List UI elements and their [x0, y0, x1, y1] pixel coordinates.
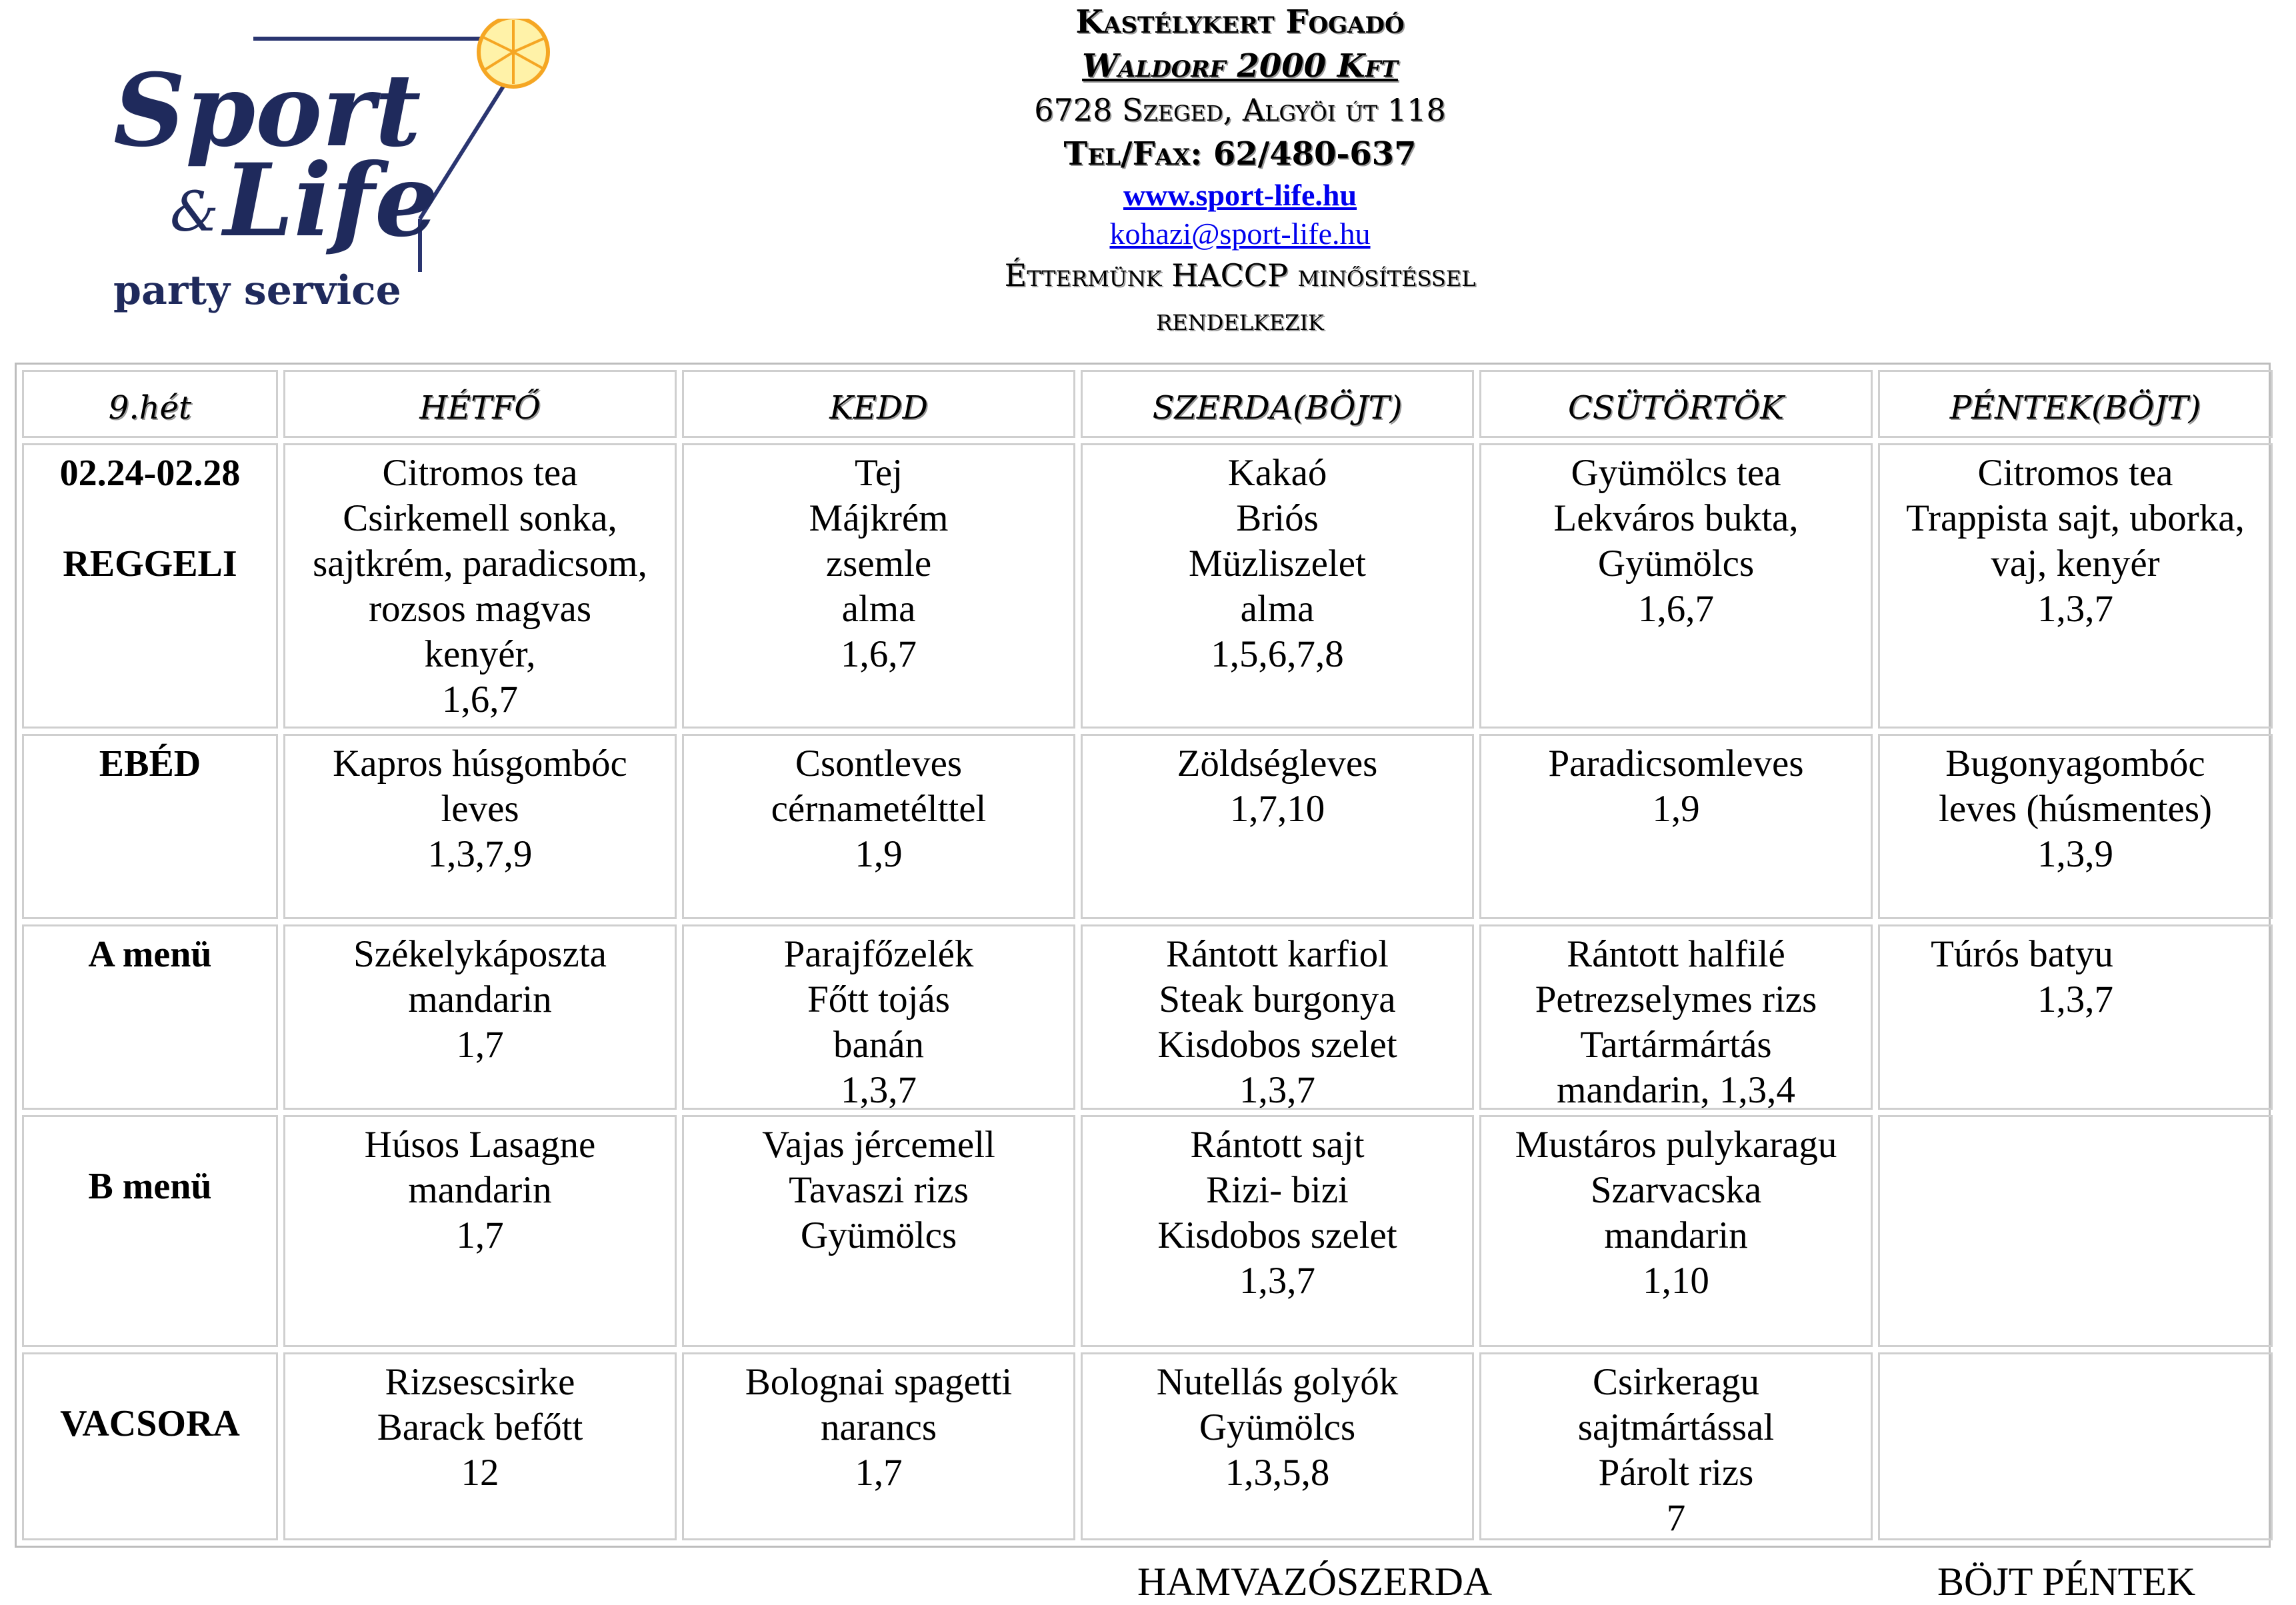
- svg-text:Life: Life: [223, 142, 439, 259]
- allergen-codes: 12: [461, 1452, 499, 1494]
- allergen-codes: 1,3,7: [1239, 1260, 1315, 1302]
- menu-item: Rizsescsirke: [385, 1361, 575, 1403]
- allergen-codes: 1,7,10: [1229, 788, 1325, 830]
- day-header-thursday: CSÜTÖRTÖK: [1479, 370, 1873, 438]
- allergen-codes: 1,9: [1652, 788, 1700, 830]
- menu-item: sajtmártással: [1577, 1406, 1775, 1448]
- day-header-wednesday: SZERDA(BÖJT): [1081, 370, 1474, 438]
- restaurant-header: [867, 0, 1613, 341]
- allergen-codes: 1,6,7: [442, 679, 518, 721]
- fasting-friday-note: BÖJT PÉNTEK: [1937, 1560, 2196, 1604]
- allergen-codes: 1,3,7: [2037, 588, 2113, 630]
- restaurant-name: Kastélykert Fogadó: [1075, 3, 1405, 41]
- meal-label: VACSORA: [60, 1403, 240, 1444]
- allergen-codes: 7: [1666, 1497, 1686, 1539]
- menu-item: Mustáros pulykaragu: [1515, 1124, 1837, 1166]
- menu-cell: [283, 734, 677, 919]
- svg-text:Sport: Sport: [113, 52, 421, 169]
- menu-item: leves (húsmentes): [1939, 788, 2212, 830]
- allergen-codes: 1,6,7: [841, 633, 917, 675]
- menu-item: leves: [441, 788, 519, 830]
- website-link[interactable]: www.sport-life.hu: [1123, 178, 1357, 212]
- menu-cell: [283, 443, 677, 729]
- menu-item: Nutellás golyók: [1156, 1361, 1399, 1403]
- meal-label: B menü: [88, 1166, 212, 1207]
- address: 6728 Szeged, Algyöi út 118: [1034, 92, 1446, 128]
- menu-item: Tartármártás: [1580, 1024, 1772, 1066]
- allergen-codes: 1,3,7: [1239, 1069, 1315, 1110]
- menu-item: Kapros húsgombóc: [333, 743, 627, 785]
- menu-item: Petrezselymes rizs: [1535, 978, 1817, 1020]
- menu-item: Zöldségleves: [1177, 743, 1378, 785]
- menu-cell: [1878, 924, 2273, 1110]
- svg-text:party service: party service: [113, 267, 401, 314]
- allergen-codes: 1,3,5,8: [1225, 1452, 1330, 1494]
- menu-item: Tej: [855, 452, 903, 494]
- menu-item: mandarin, 1,3,4: [1557, 1069, 1795, 1110]
- meal-label: A menü: [88, 934, 212, 975]
- menu-item: Kisdobos szelet: [1157, 1024, 1397, 1066]
- menu-cell-empty: [1878, 1352, 2273, 1540]
- menu-item: Steak burgonya: [1159, 978, 1396, 1020]
- menu-cell: [1479, 734, 1873, 919]
- allergen-codes: 1,9: [855, 833, 903, 875]
- menu-item: Paradicsomleves: [1548, 743, 1804, 785]
- menu-cell: [1479, 1352, 1873, 1540]
- menu-cell: [283, 924, 677, 1110]
- menu-item: alma: [841, 588, 916, 630]
- menu-cell: [1081, 734, 1474, 919]
- svg-text:&: &: [170, 181, 219, 244]
- menu-item: vaj, kenyér: [1991, 543, 2160, 585]
- allergen-codes: 1,7: [456, 1024, 504, 1066]
- allergen-codes: 1,7: [855, 1452, 903, 1494]
- menu-item: Citromos tea: [382, 452, 578, 494]
- phone: Tel/Fax: 62/480-637: [1063, 135, 1417, 173]
- menu-cell: [1878, 443, 2273, 729]
- sport-life-logo: [107, 19, 560, 325]
- menu-cell: [682, 734, 1075, 919]
- menu-item: Rántott sajt: [1190, 1124, 1365, 1166]
- allergen-codes: 1,10: [1643, 1260, 1709, 1302]
- menu-item: Rizi- bizi: [1206, 1169, 1349, 1211]
- menu-cell: [682, 1115, 1075, 1347]
- menu-cell: [1081, 924, 1474, 1110]
- menu-item: Szarvacska: [1590, 1169, 1762, 1211]
- menu-item: Túrós batyu: [1931, 933, 2113, 975]
- menu-item: zsemle: [825, 543, 932, 585]
- menu-item: Bolognai spagetti: [745, 1361, 1013, 1403]
- menu-item: Rántott karfiol: [1165, 933, 1389, 975]
- menu-cell: [1479, 1115, 1873, 1347]
- menu-item: Csirkemell sonka,: [343, 497, 617, 539]
- menu-item: Csontleves: [795, 743, 963, 785]
- meal-label: EBÉD: [99, 743, 201, 785]
- menu-item: Csirkeragu: [1592, 1361, 1760, 1403]
- allergen-codes: 1,3,9: [2037, 833, 2113, 875]
- allergen-codes: 1,3,7,9: [427, 833, 533, 875]
- menu-item: Gyümölcs tea: [1571, 452, 1781, 494]
- menu-cell: [682, 924, 1075, 1110]
- menu-item: Lekváros bukta,: [1553, 497, 1799, 539]
- menu-item: Főtt tojás: [807, 978, 950, 1020]
- menu-item: Gyümölcs: [1199, 1406, 1356, 1448]
- menu-cell: [1081, 443, 1474, 729]
- menu-item: kenyér,: [424, 633, 536, 675]
- menu-item: mandarin: [408, 1169, 552, 1211]
- menu-item: Párolt rizs: [1598, 1452, 1754, 1494]
- menu-cell-empty: [1878, 1115, 2273, 1347]
- allergen-codes: 1,6,7: [1638, 588, 1714, 630]
- menu-item: Vajas jércemell: [762, 1124, 995, 1166]
- allergen-codes: 1,7: [456, 1214, 504, 1256]
- allergen-codes: 1,3,7: [841, 1069, 917, 1110]
- menu-cell: [1081, 1352, 1474, 1540]
- menu-item: banán: [833, 1024, 925, 1066]
- menu-item: mandarin: [1604, 1214, 1748, 1256]
- menu-item: narancs: [820, 1406, 937, 1448]
- menu-item: mandarin: [408, 978, 552, 1020]
- company-name: Waldorf 2000 Kft: [1082, 47, 1398, 85]
- menu-item: sajtkrém, paradicsom,: [313, 543, 647, 585]
- row-label-dinner: [22, 1352, 278, 1540]
- day-header-tuesday: KEDD: [682, 370, 1075, 438]
- menu-item: Húsos Lasagne: [364, 1124, 596, 1166]
- meal-label: REGGELI: [63, 543, 237, 585]
- menu-item: Parajfőzelék: [783, 933, 974, 975]
- menu-item: Bugonyagombóc: [1945, 743, 2205, 785]
- menu-cell: [682, 443, 1075, 729]
- menu-cell: [1878, 734, 2273, 919]
- day-header-friday: PÉNTEK(BÖJT): [1878, 370, 2273, 438]
- menu-item: Müzliszelet: [1189, 543, 1366, 585]
- menu-item: Gyümölcs: [800, 1214, 957, 1256]
- menu-item: Citromos tea: [1977, 452, 2173, 494]
- menu-cell: [682, 1352, 1075, 1540]
- row-label-menu-a: [22, 924, 278, 1110]
- menu-item: Kisdobos szelet: [1157, 1214, 1397, 1256]
- menu-item: Barack befőtt: [377, 1406, 583, 1448]
- menu-item: rozsos magvas: [368, 588, 591, 630]
- email-link[interactable]: kohazi@sport-life.hu: [1109, 217, 1371, 251]
- menu-item: alma: [1240, 588, 1315, 630]
- menu-cell: [283, 1115, 677, 1347]
- menu-item: cérnametélttel: [771, 788, 987, 830]
- menu-cell: [1479, 443, 1873, 729]
- haccp-note: Éttermünk HACCP minősítéssel rendelkezik: [1004, 257, 1476, 337]
- menu-item: Rántott halfilé: [1567, 933, 1785, 975]
- menu-item: Májkrém: [809, 497, 949, 539]
- weekly-menu-table: [15, 363, 2271, 1548]
- ash-wednesday-note: HAMVAZÓSZERDA: [1137, 1560, 1493, 1604]
- menu-item: Tavaszi rizs: [789, 1169, 969, 1211]
- date-range: 02.24-02.28: [59, 453, 241, 494]
- menu-cell: [1081, 1115, 1474, 1347]
- week-label: 9.hét: [22, 370, 278, 438]
- row-label-lunch: [22, 734, 278, 919]
- menu-item: Gyümölcs: [1597, 543, 1755, 585]
- row-label-breakfast: [22, 443, 278, 729]
- menu-item: Kakaó: [1227, 452, 1327, 494]
- menu-item: Székelykáposzta: [353, 933, 607, 975]
- menu-item: Briós: [1236, 497, 1319, 539]
- day-header-monday: HÉTFŐ: [283, 370, 677, 438]
- allergen-codes: 1,3,7: [2037, 978, 2113, 1020]
- menu-cell: [283, 1352, 677, 1540]
- allergen-codes: 1,5,6,7,8: [1211, 633, 1344, 675]
- row-label-menu-b: [22, 1115, 278, 1347]
- menu-item: Trappista sajt, uborka,: [1906, 497, 2245, 539]
- menu-cell: [1479, 924, 1873, 1110]
